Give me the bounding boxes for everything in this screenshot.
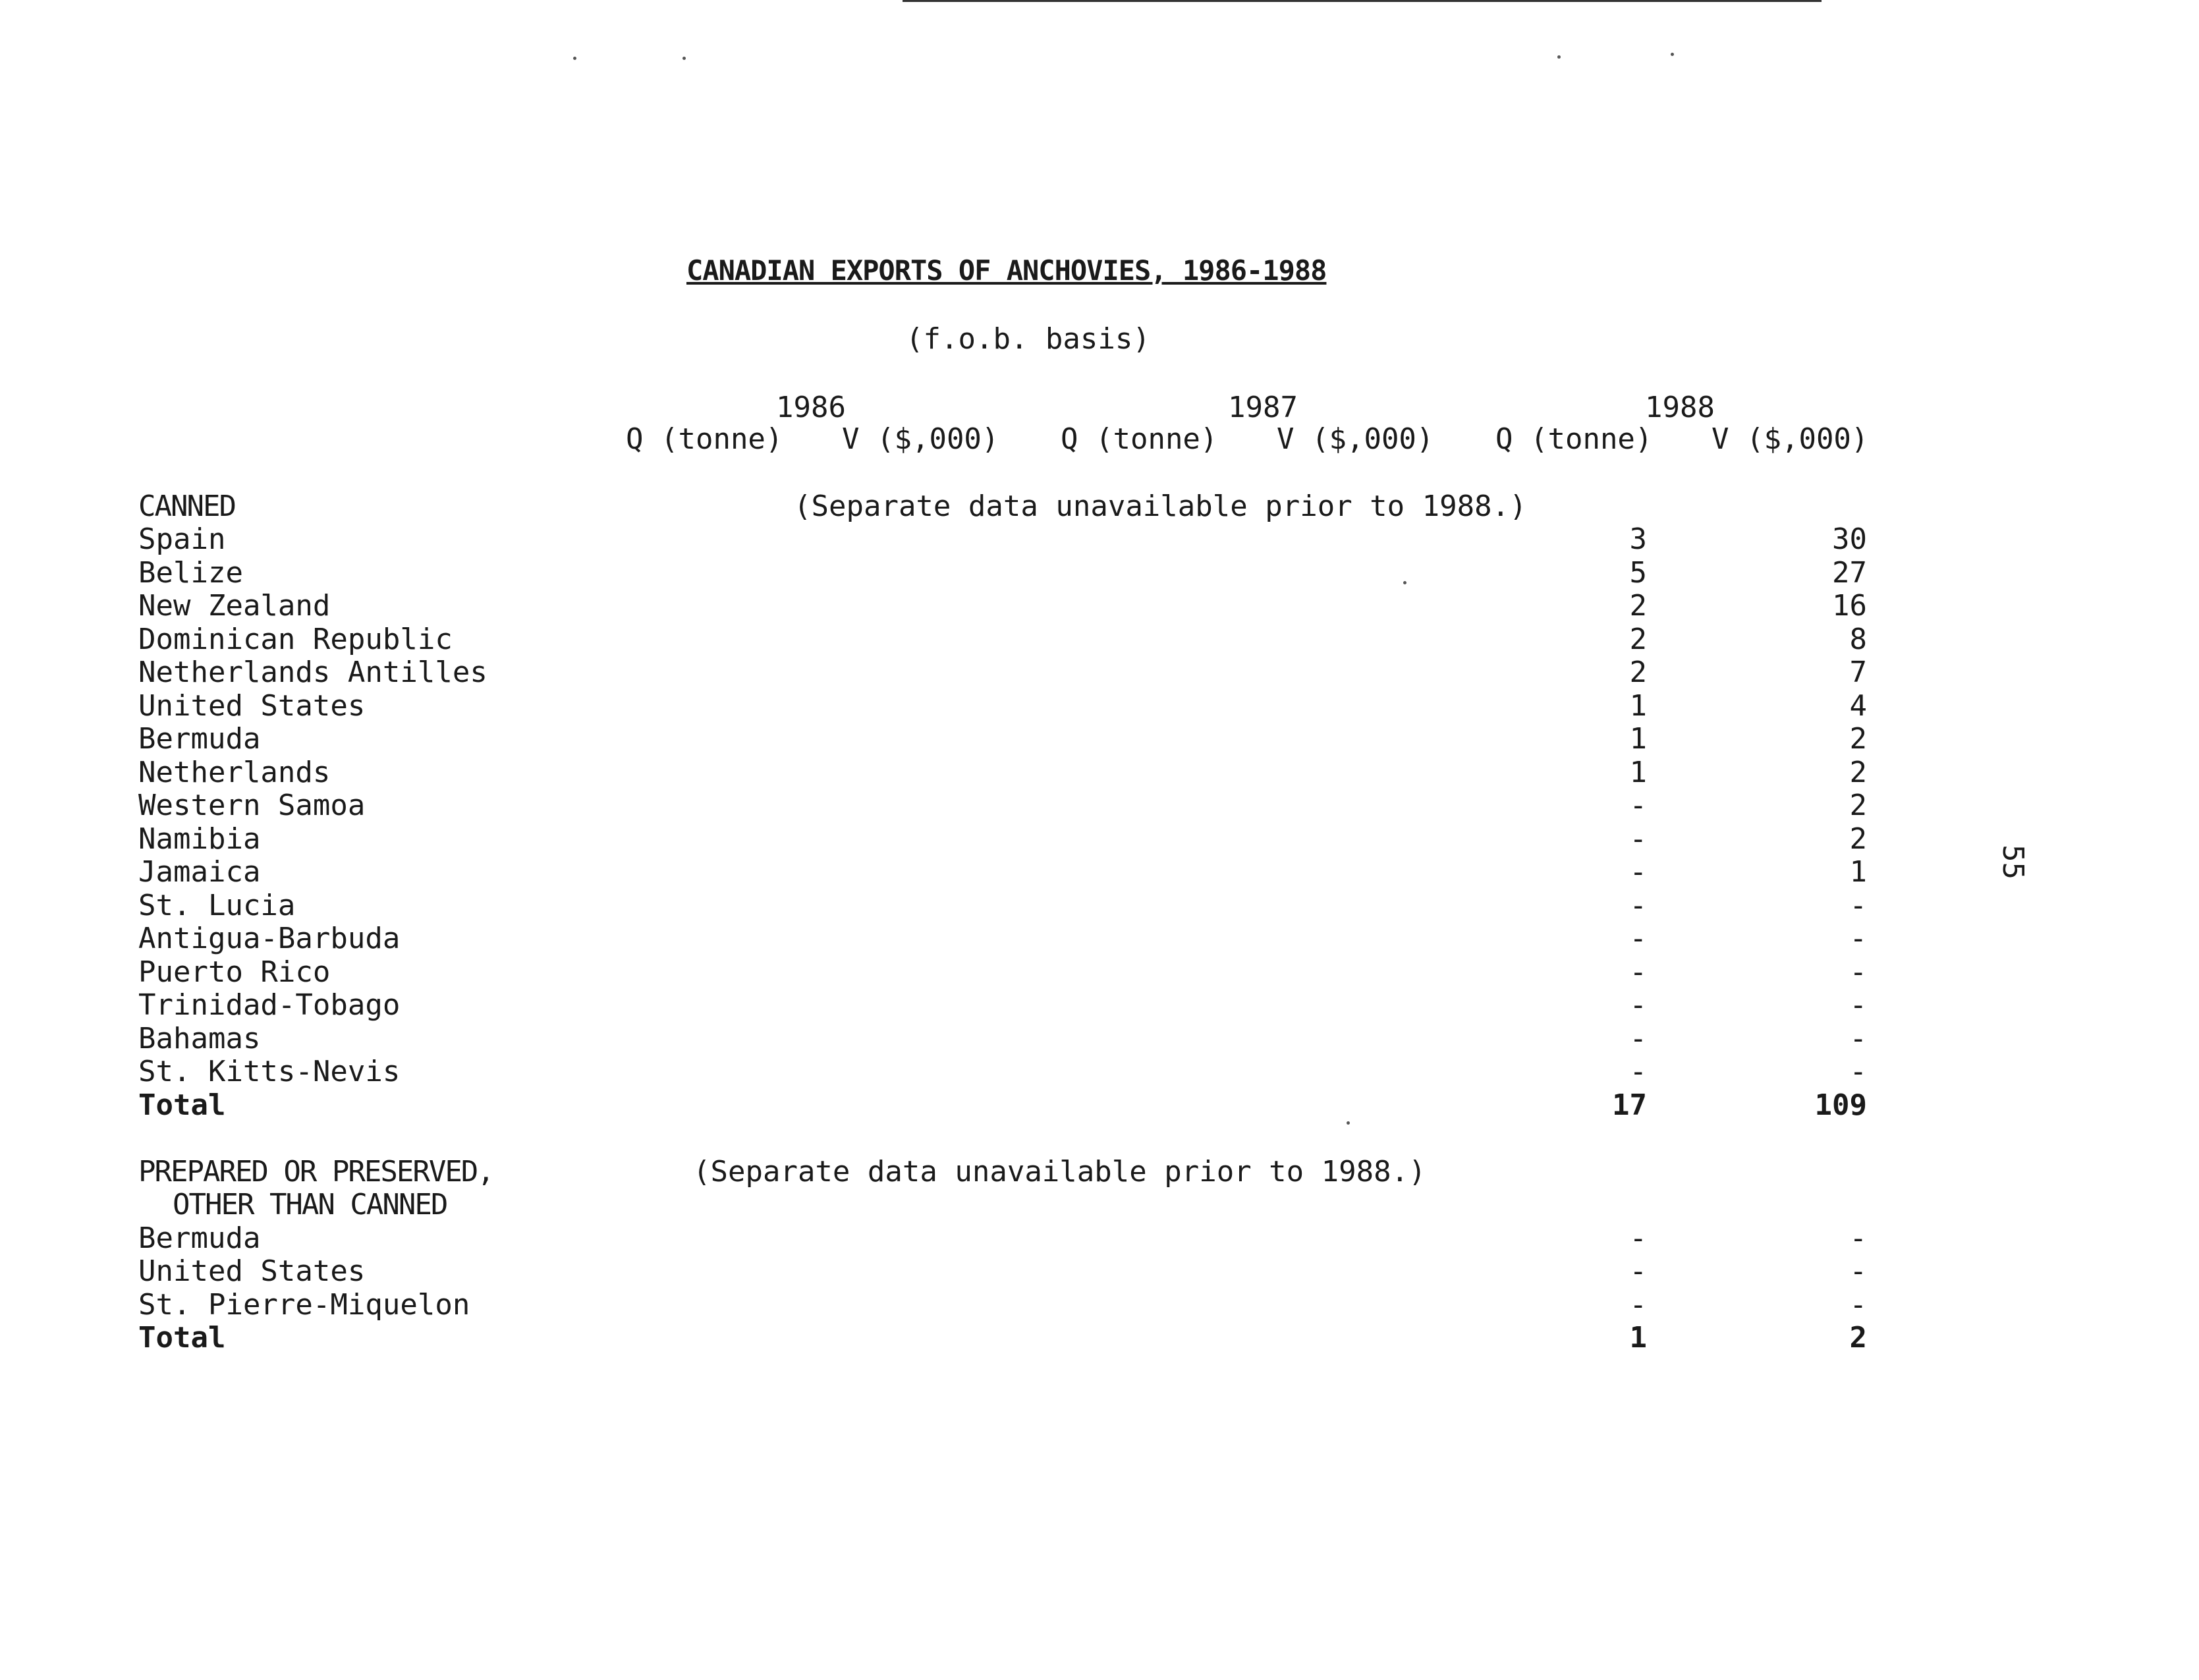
- q-1988-cell: -: [1629, 789, 1647, 822]
- v-1988-cell: -: [1849, 1288, 1867, 1322]
- row-label: Namibia: [138, 822, 261, 856]
- year-1986: 1986: [776, 391, 846, 424]
- q-1988-cell: 1: [1629, 756, 1647, 789]
- col-q-1988: Q (tonne): [1495, 422, 1653, 456]
- scan-speck: [1557, 55, 1561, 59]
- row-label: St. Kitts-Nevis: [138, 1055, 401, 1088]
- row-label: Netherlands: [138, 756, 331, 789]
- v-1988-cell: -: [1849, 1055, 1867, 1088]
- row-label: United States: [138, 1254, 366, 1288]
- q-1988-cell: 3: [1629, 522, 1647, 556]
- v-1988-cell: 2: [1849, 822, 1867, 856]
- q-1988-cell: -: [1629, 955, 1647, 989]
- col-q-1986: Q (tonne): [626, 422, 783, 456]
- row-label: Jamaica: [138, 855, 261, 889]
- page-number: 55: [1996, 845, 2030, 880]
- year-1988: 1988: [1645, 391, 1715, 424]
- row-label: Antigua-Barbuda: [138, 922, 401, 955]
- row-label: Puerto Rico: [138, 955, 331, 989]
- q-1988-cell: -: [1629, 1022, 1647, 1055]
- v-1988-cell: 1: [1849, 855, 1867, 889]
- row-label: St. Pierre-Miquelon: [138, 1288, 470, 1322]
- row-label: Trinidad-Tobago: [138, 988, 401, 1022]
- v-1988-cell: -: [1849, 889, 1867, 922]
- q-1988-cell: -: [1629, 1254, 1647, 1288]
- v-1988-cell: 8: [1849, 623, 1867, 656]
- row-label: Netherlands Antilles: [138, 656, 487, 689]
- col-v-1986: V ($,000): [842, 422, 999, 456]
- scan-speck: [682, 57, 686, 60]
- v-1988-cell: -: [1849, 988, 1867, 1022]
- row-label: Bahamas: [138, 1022, 261, 1055]
- section-heading-canned: CANNED: [138, 490, 235, 523]
- row-label: Western Samoa: [138, 789, 366, 822]
- row-label: Belize: [138, 556, 243, 590]
- q-1988-total: 1: [1629, 1321, 1647, 1355]
- v-1988-total: 2: [1849, 1321, 1867, 1355]
- q-1988-cell: -: [1629, 922, 1647, 955]
- v-1988-cell: 7: [1849, 656, 1867, 689]
- row-label: Spain: [138, 522, 226, 556]
- q-1988-cell: -: [1629, 822, 1647, 856]
- q-1988-cell: -: [1629, 1055, 1647, 1088]
- document-subtitle: (f.o.b. basis): [906, 322, 1150, 356]
- q-1988-cell: 1: [1629, 689, 1647, 723]
- row-label: New Zealand: [138, 589, 331, 623]
- v-1988-cell: -: [1849, 1022, 1867, 1055]
- col-v-1987: V ($,000): [1277, 422, 1434, 456]
- row-label: Bermuda: [138, 722, 261, 756]
- v-1988-cell: -: [1849, 922, 1867, 955]
- q-1988-cell: -: [1629, 889, 1647, 922]
- section-heading-prepared: PREPARED OR PRESERVED,: [138, 1155, 493, 1189]
- v-1988-cell: -: [1849, 1254, 1867, 1288]
- q-1988-cell: -: [1629, 855, 1647, 889]
- scan-speck: [1671, 53, 1674, 56]
- document-title: CANADIAN EXPORTS OF ANCHOVIES, 1986-1988: [686, 254, 1327, 287]
- section-heading-prepared-line2: OTHER THAN CANNED: [173, 1188, 447, 1221]
- year-1987: 1987: [1228, 391, 1298, 424]
- total-label: Total: [138, 1088, 226, 1122]
- q-1988-cell: -: [1629, 1288, 1647, 1322]
- col-q-1987: Q (tonne): [1061, 422, 1218, 456]
- q-1988-cell: 5: [1629, 556, 1647, 590]
- v-1988-cell: 2: [1849, 756, 1867, 789]
- q-1988-cell: 2: [1629, 623, 1647, 656]
- row-label: Dominican Republic: [138, 623, 453, 656]
- total-label: Total: [138, 1321, 226, 1355]
- q-1988-cell: 2: [1629, 589, 1647, 623]
- section-note-canned: (Separate data unavailable prior to 1988.): [794, 490, 1527, 523]
- v-1988-cell: 16: [1832, 589, 1867, 623]
- q-1988-cell: 2: [1629, 656, 1647, 689]
- scan-speck: [1403, 581, 1406, 584]
- scan-speck: [1347, 1121, 1350, 1125]
- row-label: Bermuda: [138, 1221, 261, 1255]
- q-1988-cell: 1: [1629, 722, 1647, 756]
- v-1988-cell: 2: [1849, 789, 1867, 822]
- v-1988-cell: 27: [1832, 556, 1867, 590]
- v-1988-cell: -: [1849, 1221, 1867, 1255]
- v-1988-cell: -: [1849, 955, 1867, 989]
- v-1988-cell: 4: [1849, 689, 1867, 723]
- row-label: United States: [138, 689, 366, 723]
- q-1988-total: 17: [1612, 1088, 1647, 1122]
- scan-speck: [573, 57, 576, 60]
- top-rule: [903, 0, 1822, 2]
- v-1988-cell: 2: [1849, 722, 1867, 756]
- v-1988-total: 109: [1814, 1088, 1867, 1122]
- col-v-1988: V ($,000): [1712, 422, 1869, 456]
- section-note-prepared: (Separate data unavailable prior to 1988.): [693, 1155, 1426, 1189]
- q-1988-cell: -: [1629, 988, 1647, 1022]
- v-1988-cell: 30: [1832, 522, 1867, 556]
- row-label: St. Lucia: [138, 889, 296, 922]
- q-1988-cell: -: [1629, 1221, 1647, 1255]
